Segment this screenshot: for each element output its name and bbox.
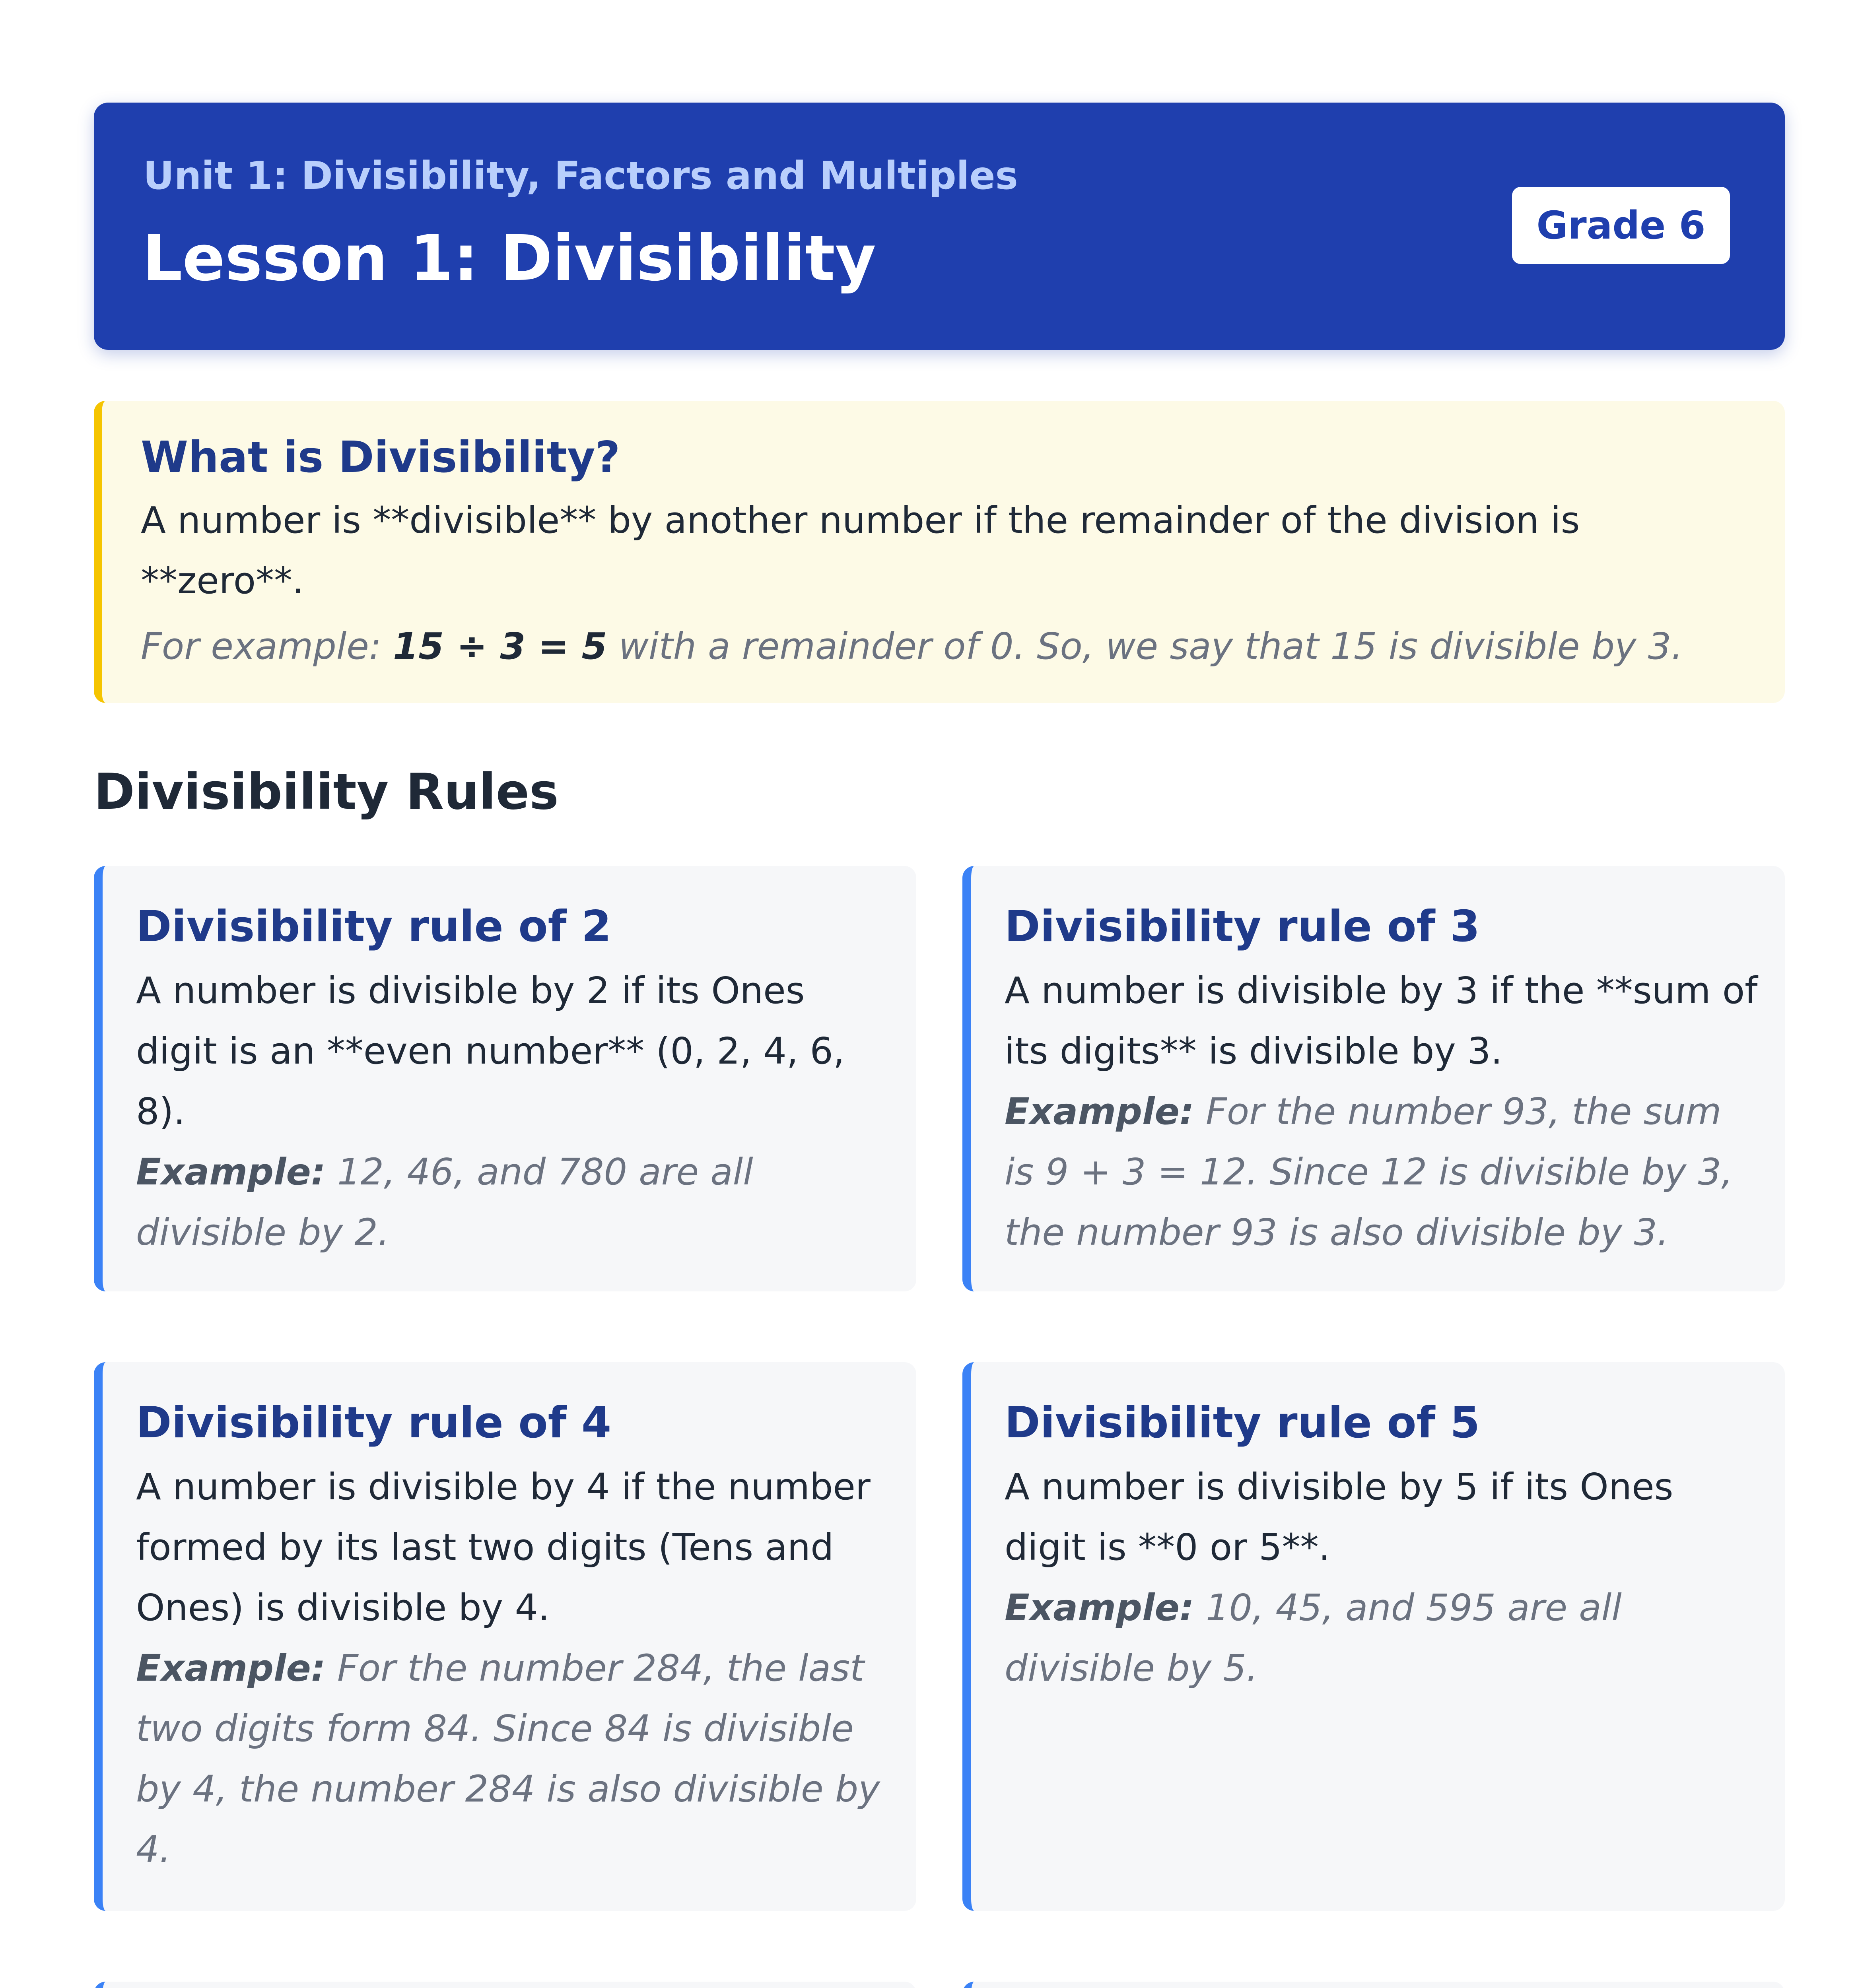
rule-example <box>136 1151 753 1254</box>
definition-example-prefix: For example: <box>141 625 393 668</box>
definition-box <box>94 401 1785 703</box>
definition-title: What is Divisibility? <box>141 433 620 482</box>
rule-example <box>136 1647 880 1871</box>
example-label: Example: <box>1005 1586 1194 1629</box>
lesson-title: Lesson 1: Divisibility <box>142 222 876 295</box>
rule-example <box>1005 1586 1622 1689</box>
definition-example-equation: 15 ÷ 3 = 5 <box>393 625 607 668</box>
lesson-header <box>94 103 1785 350</box>
rule-description: A number is divisible by 3 if the **sum of its digits** is divisible by 3. <box>1005 969 1758 1072</box>
rule-description: A number is divisible by 4 if the number formed by its last two digits (Tens and Ones) is divisible by 4. <box>136 1466 871 1629</box>
rule-title: Divisibility rule of 3 <box>1005 902 1480 951</box>
definition-example <box>141 616 1755 677</box>
rule-title: Divisibility rule of 5 <box>1005 1398 1480 1448</box>
unit-title: Unit 1: Divisibility, Factors and Multiples <box>143 153 1018 198</box>
rule-card-4 <box>94 1362 916 1911</box>
example-text: 12, 46, and 780 are all divisible by 2. <box>136 1151 753 1254</box>
rule-body <box>136 961 892 1263</box>
rule-body <box>1005 961 1760 1263</box>
example-label: Example: <box>1005 1090 1194 1133</box>
rule-card-2 <box>94 866 916 1291</box>
example-text: For the number 93, the sum is 9 + 3 = 12. Since 12 is divisible by 3, the number 93 is also divisible by 3. <box>1005 1090 1733 1254</box>
rule-body <box>136 1457 892 1880</box>
example-text: For the number 284, the last two digits form 84. Since 84 is divisible by 4, the number 284 is also divisible by 4. <box>136 1647 880 1871</box>
example-label: Example: <box>136 1647 326 1689</box>
example-label: Example: <box>136 1151 326 1193</box>
definition-example-suffix: with a remainder of 0. So, we say that 15 is divisible by 3. <box>607 625 1683 668</box>
rule-card-10 <box>962 1982 1785 1988</box>
rule-description: A number is divisible by 5 if its Ones digit is **0 or 5**. <box>1005 1466 1673 1569</box>
rule-example <box>1005 1090 1733 1254</box>
rule-title: Divisibility rule of 2 <box>136 902 612 951</box>
rules-section-title: Divisibility Rules <box>94 763 559 821</box>
rule-description: A number is divisible by 2 if its Ones digit is an **even number** (0, 2, 4, 6, 8). <box>136 969 845 1133</box>
grade-badge: Grade 6 <box>1512 187 1730 264</box>
definition-text: A number is **divisible** by another number if the remainder of the division is **zero**. <box>141 499 1580 602</box>
rule-card-6 <box>94 1982 916 1988</box>
rule-card-5 <box>962 1362 1785 1911</box>
rule-body <box>1005 1457 1760 1699</box>
rule-card-3 <box>962 866 1785 1291</box>
rule-title: Divisibility rule of 4 <box>136 1398 612 1448</box>
example-text: 10, 45, and 595 are all divisible by 5. <box>1005 1586 1622 1689</box>
